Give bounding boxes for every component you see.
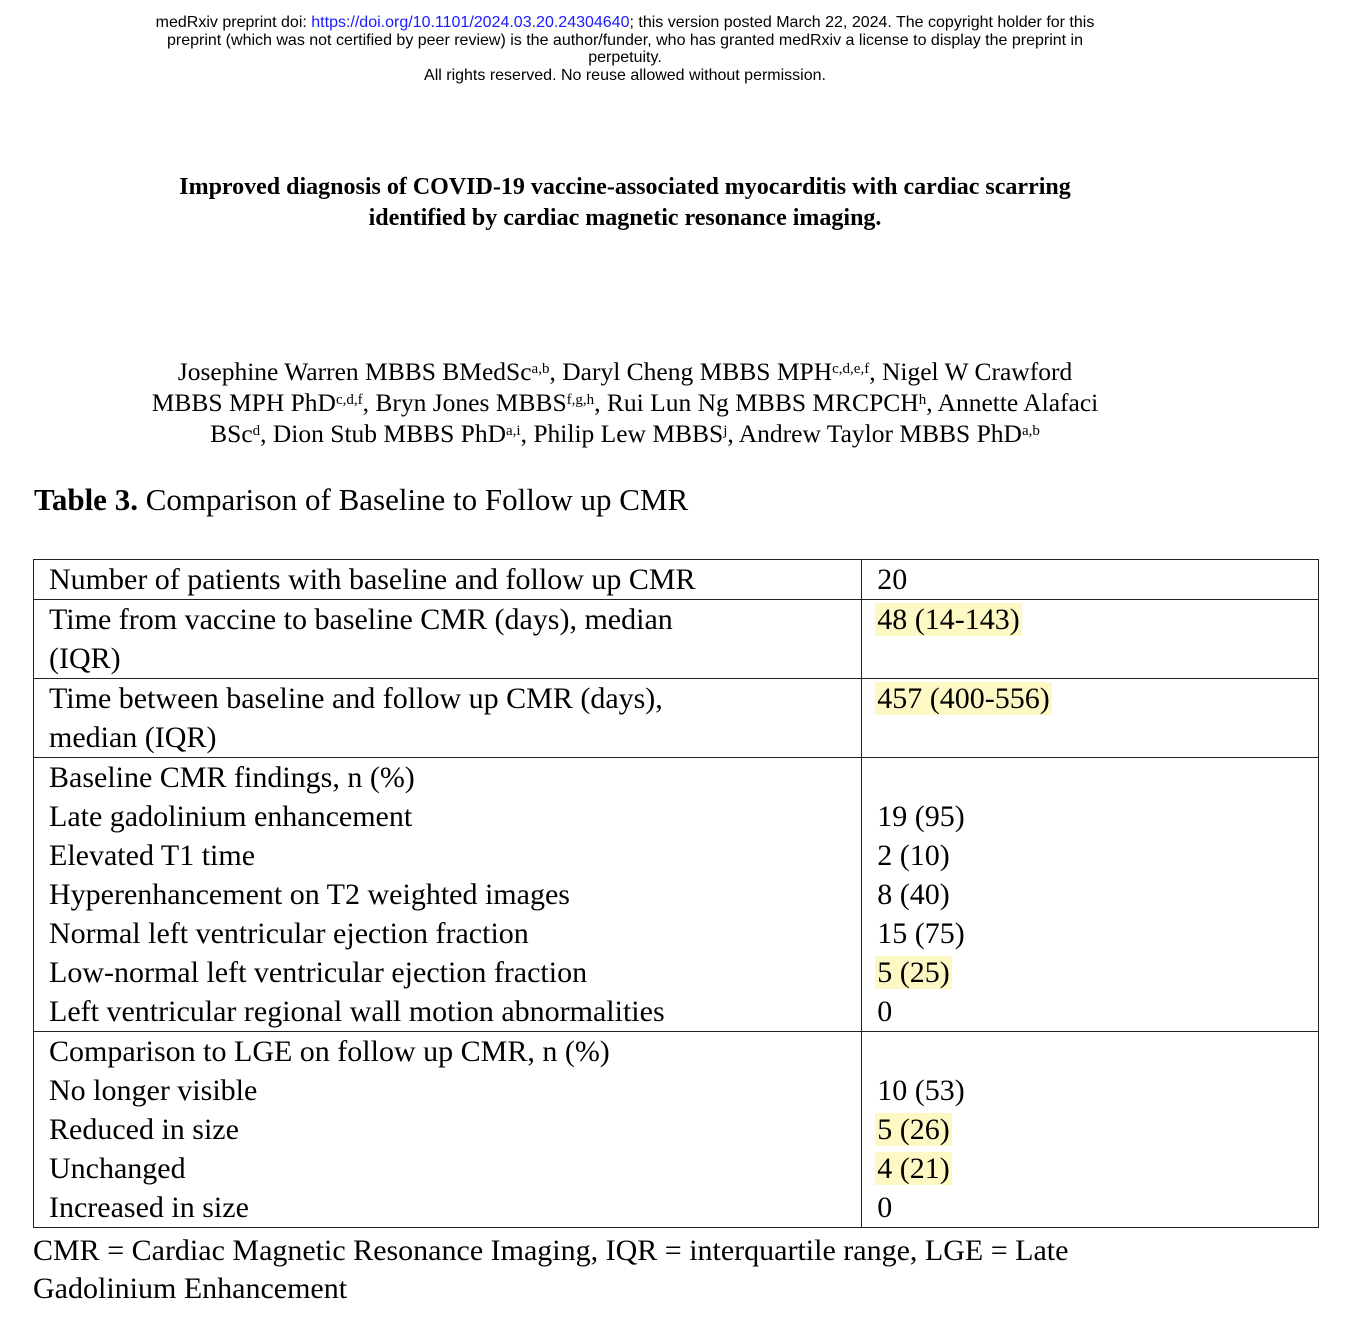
row-value-line	[877, 1071, 1318, 1110]
row-label-cell	[34, 600, 862, 679]
posted-date-text: ; this version posted March 22, 2024. The copyright holder for this	[629, 14, 1095, 31]
affiliation-superscript: a,i	[506, 423, 521, 439]
row-value: 19 (95)	[877, 800, 965, 833]
table-row	[34, 679, 1319, 758]
row-value-line	[877, 992, 1318, 1031]
affiliation-superscript: j	[723, 423, 728, 439]
author-list	[0, 356, 1250, 449]
highlighted-value: 457 (400-556)	[877, 682, 1050, 715]
author-name: , Nigel W Crawford	[869, 357, 1073, 386]
table-caption-label: Table 3.	[34, 482, 138, 517]
table-row	[34, 758, 1319, 1032]
row-value-line	[877, 679, 1318, 718]
row-label: No longer visible	[49, 1074, 258, 1107]
author-name: Josephine Warren MBBS BMedSc	[177, 357, 532, 386]
row-value-line	[877, 953, 1318, 992]
author-name: , Andrew Taylor MBBS PhD	[727, 419, 1022, 448]
row-label: Unchanged	[49, 1152, 186, 1185]
author-line-3	[0, 418, 1250, 449]
row-label: (IQR)	[49, 642, 121, 675]
table-footnote	[33, 1232, 1293, 1308]
footnote-line-2: Gadolinium Enhancement	[33, 1272, 348, 1305]
row-value-line	[877, 914, 1318, 953]
preprint-notice	[0, 14, 1250, 84]
preprint-notice-line-3: perpetuity.	[588, 49, 662, 66]
row-value-line	[877, 1032, 1318, 1071]
row-value-cell	[862, 679, 1319, 758]
affiliation-superscript: h	[918, 392, 927, 408]
paper-title-line-2: identified by cardiac magnetic resonance imaging.	[368, 205, 882, 231]
row-label: Reduced in size	[49, 1113, 239, 1146]
author-name: , Dion Stub MBBS PhD	[260, 419, 507, 448]
row-value-line	[877, 1110, 1318, 1149]
row-value: 8 (40)	[877, 878, 950, 911]
row-label: Left ventricular regional wall motion abnormalities	[49, 995, 665, 1028]
table-row	[34, 600, 1319, 679]
row-value-line	[877, 758, 1318, 797]
row-value: 15 (75)	[877, 917, 965, 950]
row-value: 0	[877, 995, 893, 1028]
paper-title-line-1: Improved diagnosis of COVID-19 vaccine-associated myocarditis with cardiac scarring	[179, 174, 1071, 200]
row-label-cell	[34, 758, 862, 1032]
row-label: median (IQR)	[49, 721, 217, 754]
row-value: 10 (53)	[877, 1074, 965, 1107]
table-caption	[34, 482, 688, 518]
row-label: Time from vaccine to baseline CMR (days), median	[49, 603, 673, 636]
row-value-cell	[862, 600, 1319, 679]
row-label: Hyperenhancement on T2 weighted images	[49, 878, 570, 911]
row-label: Elevated T1 time	[49, 839, 256, 872]
row-value-line	[877, 560, 1318, 599]
row-label-cell	[34, 560, 862, 600]
row-value-line	[877, 1188, 1318, 1227]
row-value-line	[877, 600, 1318, 639]
row-label: Comparison to LGE on follow up CMR, n (%)	[49, 1035, 610, 1068]
row-label: Time between baseline and follow up CMR (days),	[49, 682, 663, 715]
row-label: Normal left ventricular ejection fraction	[49, 917, 529, 950]
author-name: , Rui Lun Ng MBBS MRCPCH	[594, 388, 919, 417]
highlighted-value: 48 (14-143)	[877, 603, 1020, 636]
row-label-cell	[34, 679, 862, 758]
row-label: Baseline CMR findings, n (%)	[49, 761, 415, 794]
row-value: 0	[877, 1191, 893, 1224]
affiliation-superscript: c,d,f	[335, 392, 363, 408]
row-value: 20	[877, 563, 908, 596]
table-row	[34, 1032, 1319, 1228]
highlighted-value: 5 (26)	[877, 1113, 950, 1146]
row-label: Increased in size	[49, 1191, 249, 1224]
row-label: Low-normal left ventricular ejection fraction	[49, 956, 588, 989]
doi-link[interactable]: https://doi.org/10.1101/2024.03.20.24304640	[311, 14, 630, 31]
table-row	[34, 560, 1319, 600]
row-value-cell	[862, 560, 1319, 600]
author-name: , Philip Lew MBBS	[520, 419, 724, 448]
preprint-notice-line-4: All rights reserved. No reuse allowed without permission.	[424, 66, 826, 84]
affiliation-superscript: d	[252, 423, 261, 439]
table-caption-text: Comparison of Baseline to Follow up CMR	[137, 482, 689, 517]
row-value-cell	[862, 758, 1319, 1032]
row-value-line	[877, 875, 1318, 914]
footnote-line-1: CMR = Cardiac Magnetic Resonance Imaging, IQR = interquartile range, LGE = Late	[33, 1234, 1069, 1267]
row-value-line	[877, 836, 1318, 875]
preprint-notice-line-2: preprint (which was not certified by peer review) is the author/funder, who has granted medRxiv a license to display the preprint in	[166, 31, 1084, 49]
author-name: , Daryl Cheng MBBS MPH	[549, 357, 833, 386]
affiliation-superscript: a,b	[531, 361, 550, 377]
row-value-line	[877, 1149, 1318, 1188]
row-label-cell	[34, 1032, 862, 1228]
author-line-1	[0, 356, 1250, 387]
row-label: Late gadolinium enhancement	[49, 800, 413, 833]
affiliation-superscript: c,d,e,f	[832, 361, 870, 377]
author-line-2	[0, 387, 1250, 418]
row-label: Number of patients with baseline and follow up CMR	[49, 563, 696, 596]
highlighted-value: 5 (25)	[877, 956, 950, 989]
author-name: , Annette Alafaci	[926, 388, 1099, 417]
affiliation-superscript: a,b	[1021, 423, 1040, 439]
preprint-notice-line-1	[0, 14, 1250, 32]
comparison-table	[33, 559, 1319, 1228]
author-name: MBBS MPH PhD	[151, 388, 336, 417]
paper-title	[0, 172, 1250, 234]
row-value-line	[877, 797, 1318, 836]
comparison-table-body	[34, 560, 1319, 1228]
doi-prefix: medRxiv preprint doi:	[155, 14, 312, 31]
affiliation-superscript: f,g,h	[566, 392, 595, 408]
highlighted-value: 4 (21)	[877, 1152, 950, 1185]
row-value: 2 (10)	[877, 839, 950, 872]
author-name: , Bryn Jones MBBS	[362, 388, 567, 417]
author-name: BSc	[210, 419, 253, 448]
row-value-cell	[862, 1032, 1319, 1228]
